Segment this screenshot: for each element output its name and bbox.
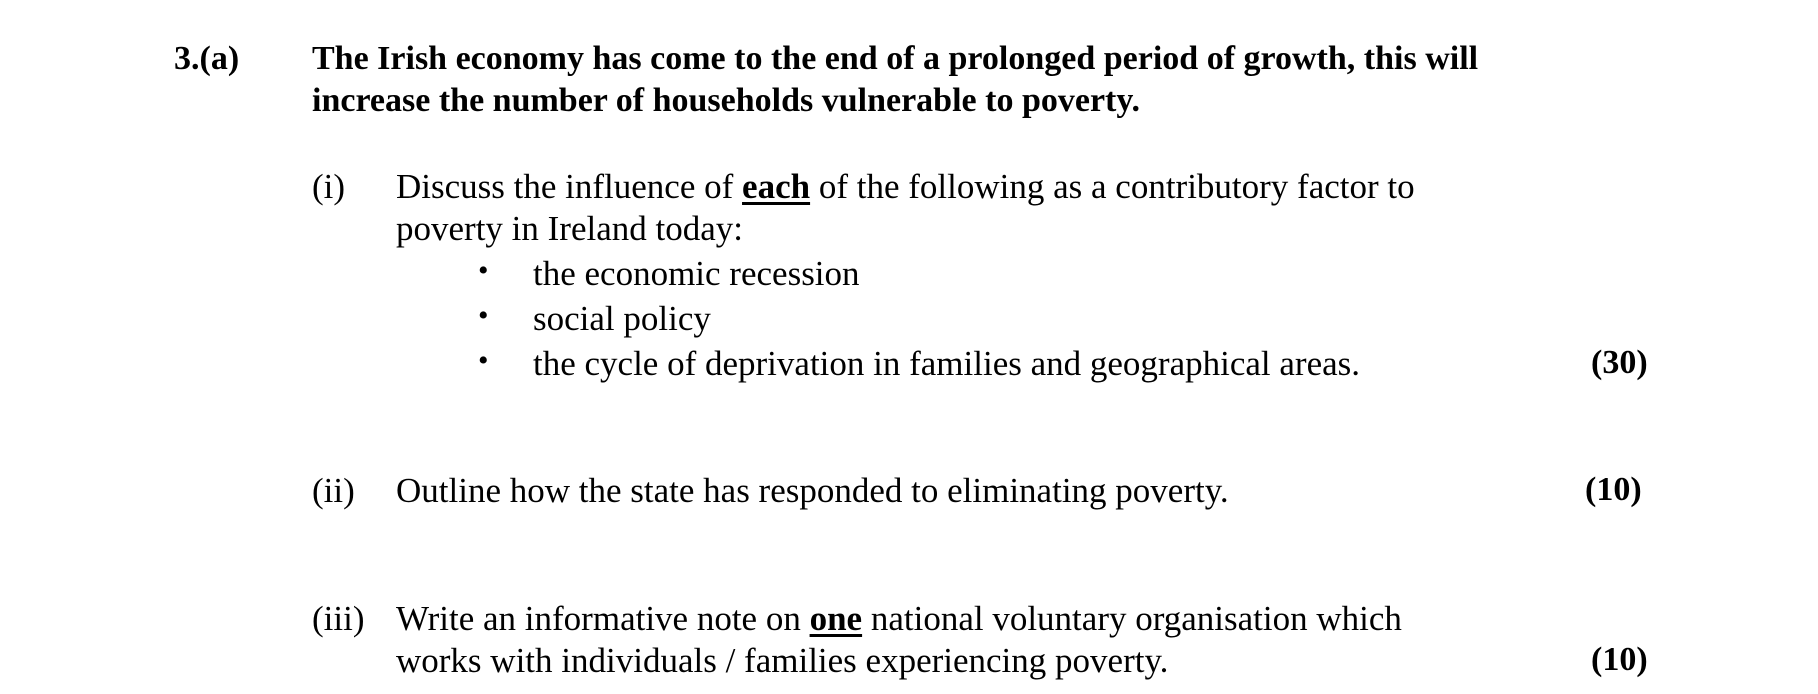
- part-i-marks: (30): [1591, 344, 1648, 381]
- part-iii-label: (iii): [312, 599, 365, 638]
- part-iii-line-1-after: national voluntary organisation which: [862, 599, 1402, 638]
- part-i-line-2: poverty in Ireland today:: [396, 209, 743, 248]
- part-ii-text: Outline how the state has responded to eliminating poverty.: [396, 471, 1229, 510]
- part-iii-line-1: [396, 601, 1402, 636]
- question-stem-line-1: The Irish economy has come to the end of a prolonged period of growth, this will: [312, 40, 1479, 77]
- bullet-icon: •: [478, 299, 489, 332]
- question-stem-line-2: increase the number of households vulnerable to poverty.: [312, 82, 1140, 119]
- part-iii-marks: (10): [1591, 641, 1648, 678]
- part-i-line-1: [396, 169, 1415, 204]
- part-ii-marks: (10): [1585, 471, 1642, 508]
- part-i-label: (i): [312, 167, 346, 206]
- bullet-icon: •: [478, 344, 489, 377]
- bullet-item-3: the cycle of deprivation in families and geographical areas.: [533, 344, 1361, 383]
- bullet-item-1: the economic recession: [533, 254, 860, 293]
- question-number: 3.(a): [174, 40, 240, 77]
- part-iii-line-1-before: Write an informative note on: [396, 599, 810, 638]
- part-i-line-1-after: of the following as a contributory factor to: [810, 167, 1415, 206]
- bullet-item-2: social policy: [533, 299, 711, 338]
- part-iii-emphasis: one: [809, 599, 863, 638]
- part-i-line-1-before: Discuss the influence of: [396, 167, 743, 206]
- part-ii-label: (ii): [312, 471, 355, 510]
- part-i-emphasis: each: [742, 167, 811, 206]
- part-iii-line-2: works with individuals / families experiencing poverty.: [396, 641, 1169, 680]
- bullet-icon: •: [478, 254, 489, 287]
